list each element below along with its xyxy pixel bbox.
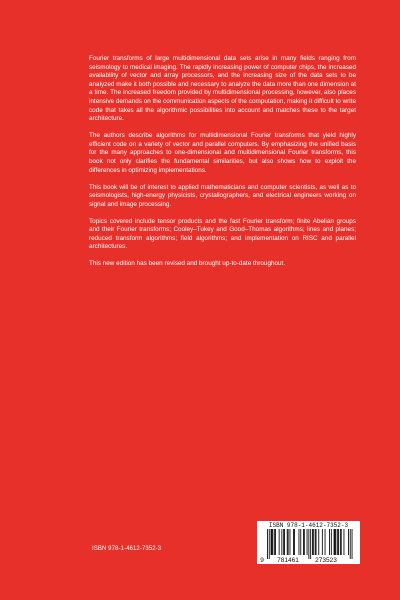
description-paragraph-3: This book will be of interest to applied mathematicians and computer scientists, as well as to seismologists, high-energy physicists, crystallographers, and electrical engineers working on signal and image processing. <box>89 183 356 208</box>
barcode-bar <box>331 529 332 555</box>
barcode-bar <box>290 529 291 555</box>
description-paragraph-1: Fourier transforms of large multidimensional data sets arise in many fields ranging from seismology to medical imaging. The rapidly increasing power of computer chips, the increased availability of vector and array processors, and the increasing size of the data sets to be analyzed make it both possible and necessary to analyze the data more than one dimension at a time. The increased freedom provided by multidimensional processing, however, also places intensive demands on the communication aspects of the computation, making it difficult to write code that takes all the algorithmic possibilities into account and matches these to the target architecture. <box>89 55 356 123</box>
description-paragraph-2: The authors describe algorithms for multidimensional Fourier transforms that yield highly efficient code on a variety of vector and parallel computers. By emphasizing the unified basis for the many approaches to one-dimensional and multidimensional Fourier transforms, this book not only clarifies the fundamental similarities, but also shows how to exploit the differences in optimizing implementations. <box>89 132 356 174</box>
barcode-bar <box>318 529 319 555</box>
barcode-bar <box>281 529 282 555</box>
barcode-bar <box>294 529 295 555</box>
barcode-bar <box>303 529 304 555</box>
barcode-bar <box>283 529 284 555</box>
barcode-bar <box>315 529 316 555</box>
barcode-bar <box>312 529 313 555</box>
barcode-bar <box>274 529 275 555</box>
barcode-bar <box>279 529 280 555</box>
barcode-bar <box>348 529 349 555</box>
barcode-bar <box>352 529 353 559</box>
description-paragraph-5: This new edition has been revised and brought up-to-date throughout. <box>89 260 286 268</box>
barcode-bar <box>310 529 311 559</box>
barcode-bar <box>350 529 351 559</box>
barcode-bar <box>287 529 288 555</box>
barcode-bar <box>322 529 323 555</box>
barcode-digit-lead: 9 <box>260 557 264 564</box>
barcode-bar <box>272 529 273 555</box>
barcode-bar <box>269 529 270 559</box>
barcode-bar <box>275 529 276 555</box>
barcode-bar <box>293 529 294 555</box>
barcode-image <box>257 529 360 564</box>
barcode-bar <box>344 529 345 555</box>
barcode-bar <box>316 529 317 555</box>
barcode-bar <box>308 529 309 559</box>
barcode-isbn-header: ISBN 978-1-4612-7352-3 <box>268 522 349 529</box>
barcode-bar <box>334 529 335 555</box>
barcode-bar <box>337 529 338 555</box>
barcode-bar <box>304 529 305 555</box>
barcode-bar <box>307 529 308 555</box>
barcode <box>257 521 360 564</box>
barcode-bar <box>271 529 272 555</box>
barcode-bar <box>284 529 285 555</box>
description-paragraph-4: Topics covered include tensor products and the fast Fourier transform; finite Abelian groups and their Fourier transforms; Cooley–Tukey and Good–Thomas algorithms; lines and planes; reduced transform algorithms; field algorithms; and implementation on RISC and parallel architectures. <box>89 217 356 251</box>
barcode-bar <box>335 529 336 555</box>
isbn-label: ISBN 978-1-4612-7352-3 <box>92 546 162 552</box>
barcode-bars <box>267 529 353 559</box>
barcode-bar <box>340 529 341 555</box>
barcode-bar <box>288 529 289 555</box>
barcode-bar <box>329 529 330 555</box>
barcode-bar <box>335 529 336 555</box>
barcode-bar <box>341 529 342 555</box>
barcode-bar <box>272 529 273 555</box>
barcode-bar <box>338 529 339 555</box>
barcode-bar <box>267 529 268 559</box>
barcode-bar <box>300 529 301 555</box>
barcode-digits-right: 273523 <box>315 557 337 564</box>
description-text <box>89 55 356 269</box>
barcode-bar <box>313 529 314 555</box>
barcode-digits-left: 781461 <box>277 557 299 564</box>
barcode-bar <box>299 529 300 555</box>
barcode-bar <box>325 529 326 555</box>
